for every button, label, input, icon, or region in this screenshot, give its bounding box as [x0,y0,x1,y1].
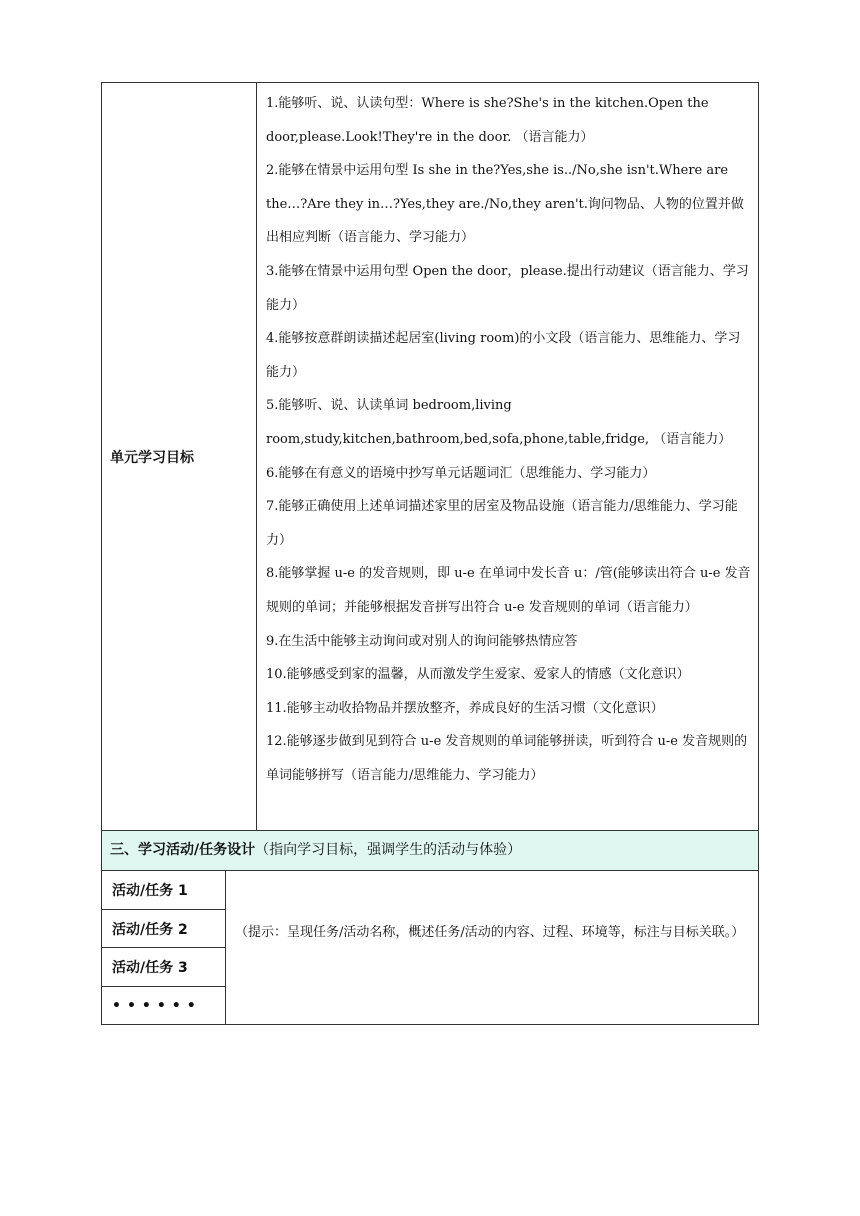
goal-item: 3.能够在情景中运用句型 Open the door，please.提出行动建议（语言能力、学习能力） [266,263,749,313]
unit-goals-list [257,83,758,830]
goal-item: 5.能够听、说、认读单词 bedroom,living room,study,kitchen,bathroom,bed,sofa,phone,table,fridge, （语言能力） [266,398,732,447]
goal-item: 2.能够在情景中运用句型 Is she in the?Yes,she is../No,she isn't.Where are the…?Are they in…?Yes,they are./No,they aren't.询问物品、人物的位置并做出相应判断（语言能力、学习能力） [266,163,744,246]
activities-row [101,871,759,1025]
activity-label-1: 活动/任务 1 [102,871,225,910]
goal-item: 1.能够听、说、认读句型：Where is she?She's in the kitchen.Open the door,please.Look!They're in the door. （语言能力） [266,96,709,145]
goal-item: 9.在生活中能够主动询问或对别人的询问能够热情应答 [266,633,578,649]
goal-item: 4.能够按意群朗读描述起居室(living room)的小文段（语言能力、思维能力、学习能力） [266,331,741,380]
unit-goals-row [101,82,759,831]
goal-item: 12.能够逐步做到见到符合 u-e 发音规则的单词能够拼读，听到符合 u-e 发音规则的单词能够拼写（语言能力/思维能力、学习能力） [266,734,748,783]
section-3-header [101,831,759,871]
activity-label-column [102,871,226,1024]
lesson-plan-table [101,82,759,1025]
activity-hint-text: （提示：呈现任务/活动名称，概述任务/活动的内容、过程、环境等，标注与目标关联。） [235,925,745,941]
section-3-title: 三、学习活动/任务设计 [110,842,256,859]
goal-item: 6.能够在有意义的语境中抄写单元话题词汇（思维能力、学习能力） [266,465,656,481]
activity-label-2: 活动/任务 2 [102,910,225,949]
goal-item: 11.能够主动收拾物品并摆放整齐，养成良好的生活习惯（文化意识） [266,700,664,716]
section-3-subtitle: （指向学习目标，强调学生的活动与体验） [255,842,522,859]
activity-label-3: 活动/任务 3 [102,948,225,987]
goal-item: 7.能够正确使用上述单词描述家里的居室及物品设施（语言能力/思维能力、学习能力） [266,499,738,548]
unit-goals-label: 单元学习目标 [102,83,257,830]
goal-item: 10.能够感受到家的温馨，从而激发学生爱家、爱家人的情感（文化意识） [266,667,690,683]
activity-label-more: •••••• [112,997,202,1014]
goal-item: 8.能够掌握 u-e 的发音规则，即 u-e 在单词中发长音 u：/管(能够读出符合 u-e 发音规则的单词；并能够根据发音拼写出符合 u-e 发音规则的单词（语言能力） [266,566,751,615]
